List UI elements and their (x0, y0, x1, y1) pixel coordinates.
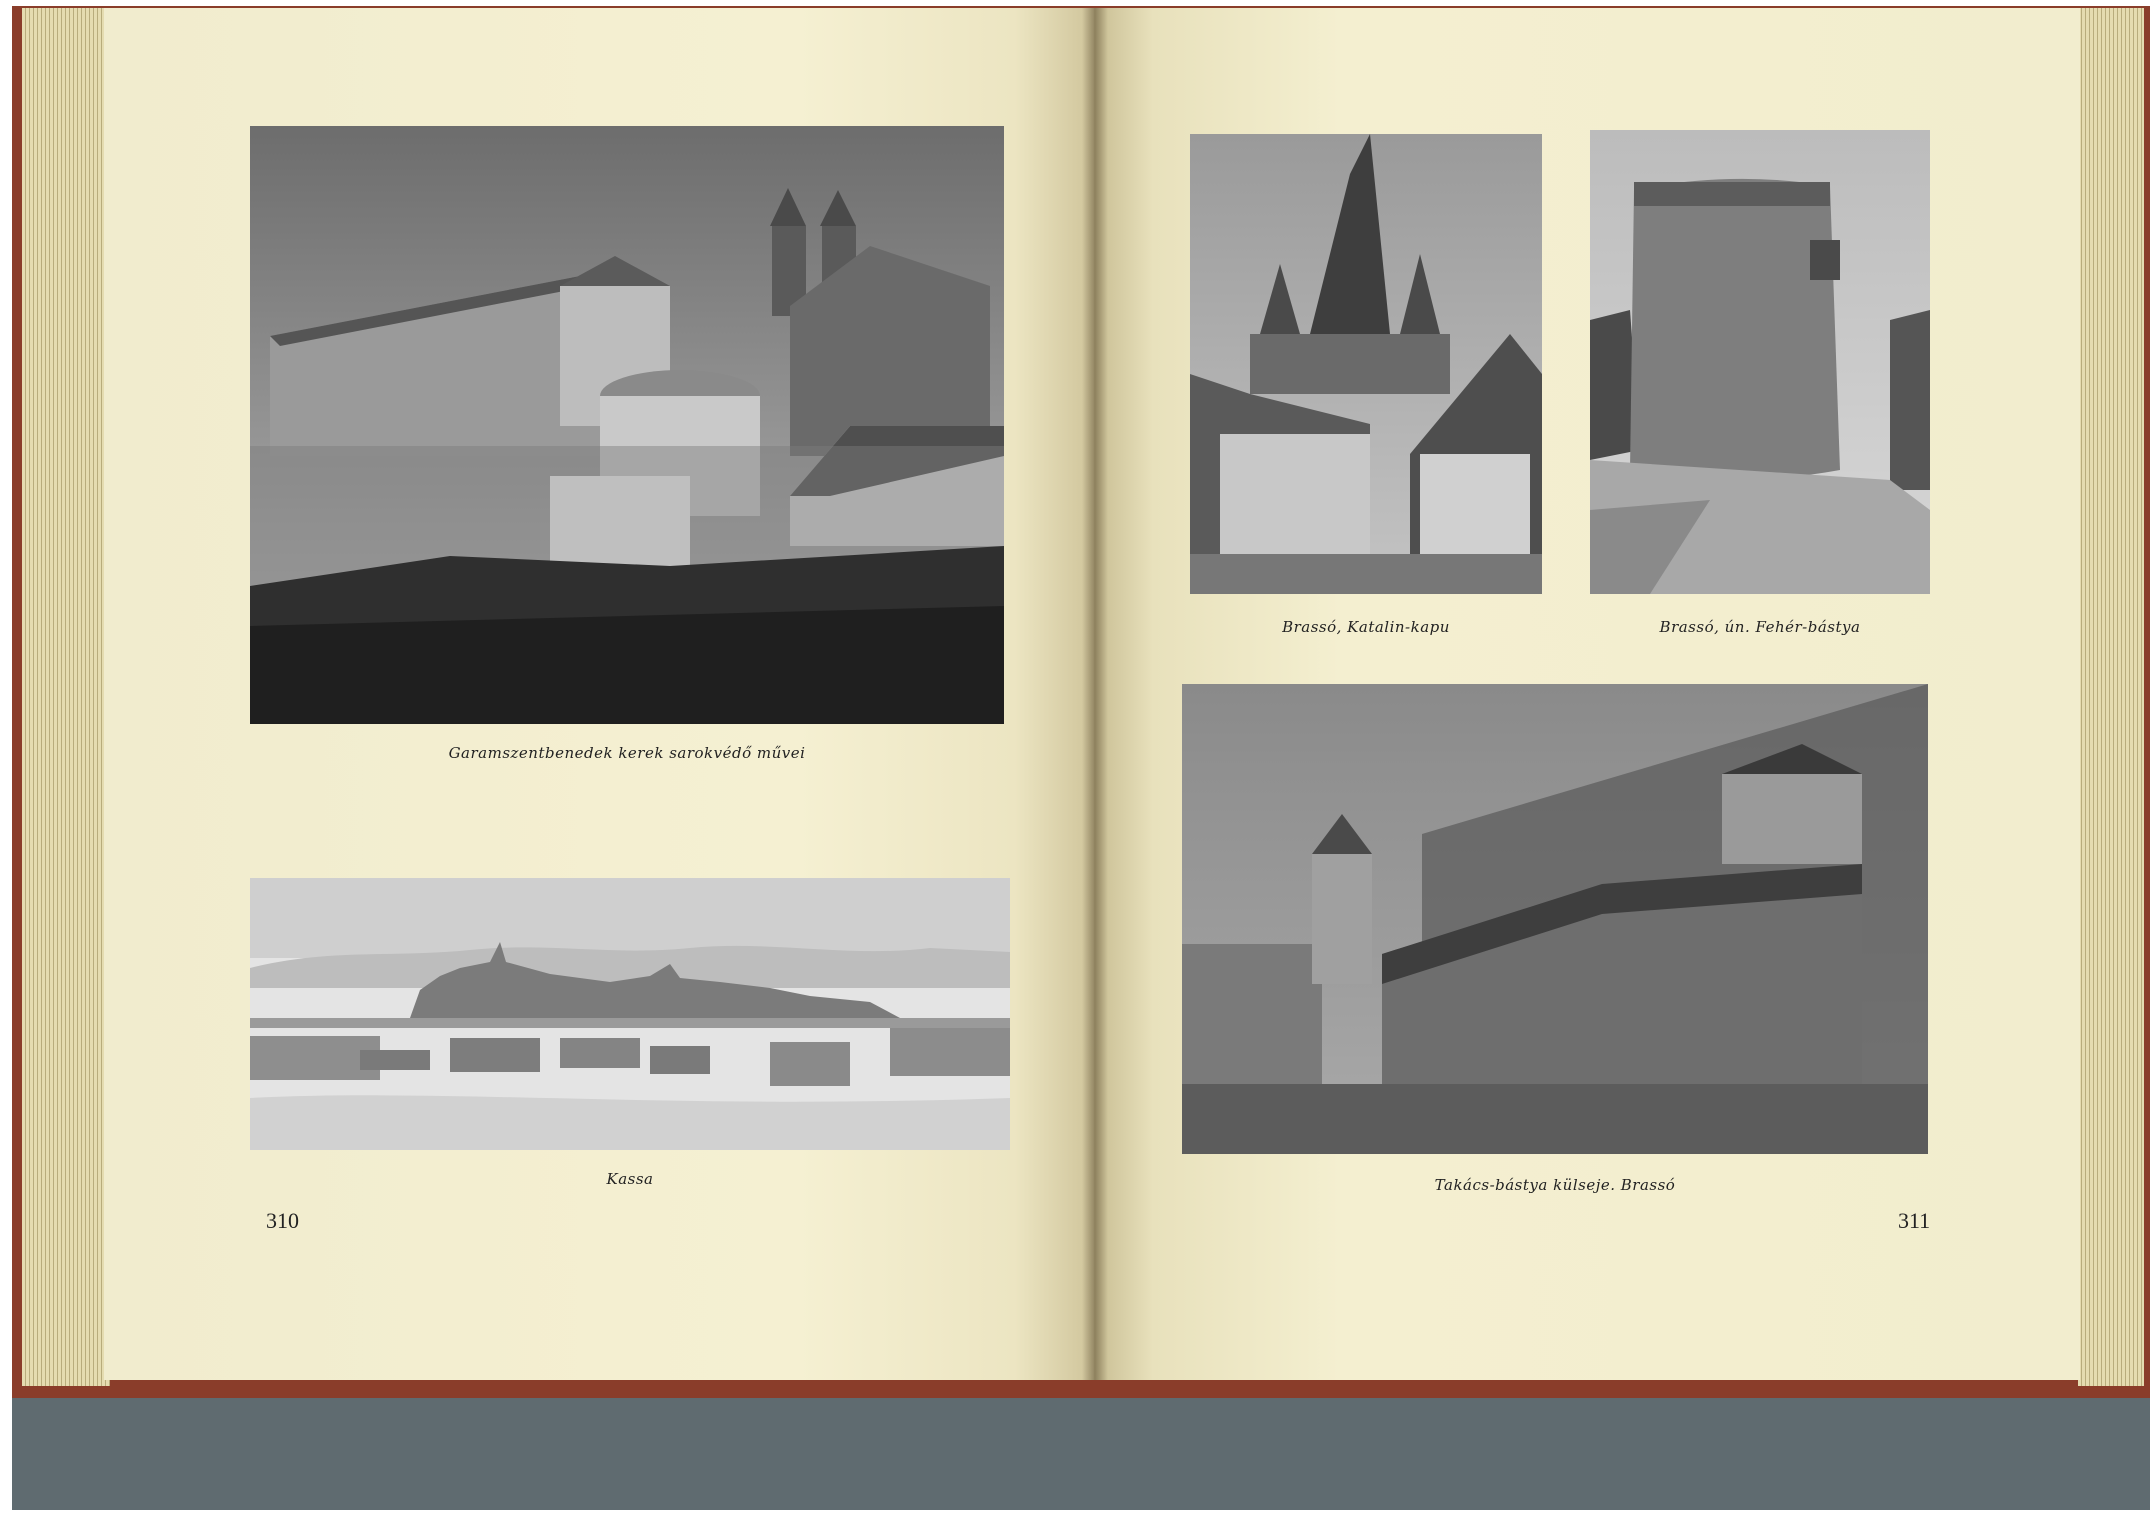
page-edges-left (22, 8, 110, 1386)
caption-feher-bastya: Brassó, ún. Fehér-bástya (1659, 618, 1861, 636)
page-edges-right (2078, 8, 2144, 1386)
caption-garamszentbenedek: Garamszentbenedek kerek sarokvédő művei (448, 744, 806, 762)
photo-takacs-bastya (1182, 684, 1928, 1154)
page-number-left: 310 (266, 1208, 299, 1233)
caption-takacs-bastya: Takács-bástya külseje. Brassó (1434, 1176, 1676, 1194)
photo-katalin-kapu (1190, 134, 1542, 594)
photo-feher-bastya (1590, 130, 1930, 594)
page-number-right: 311 (1898, 1208, 1931, 1233)
caption-katalin-kapu: Brassó, Katalin-kapu (1282, 618, 1450, 636)
book-gutter (1082, 8, 1108, 1380)
photo-garamszentbenedek (250, 126, 1004, 724)
photo-kassa (250, 878, 1010, 1150)
caption-kassa: Kassa (606, 1170, 654, 1188)
